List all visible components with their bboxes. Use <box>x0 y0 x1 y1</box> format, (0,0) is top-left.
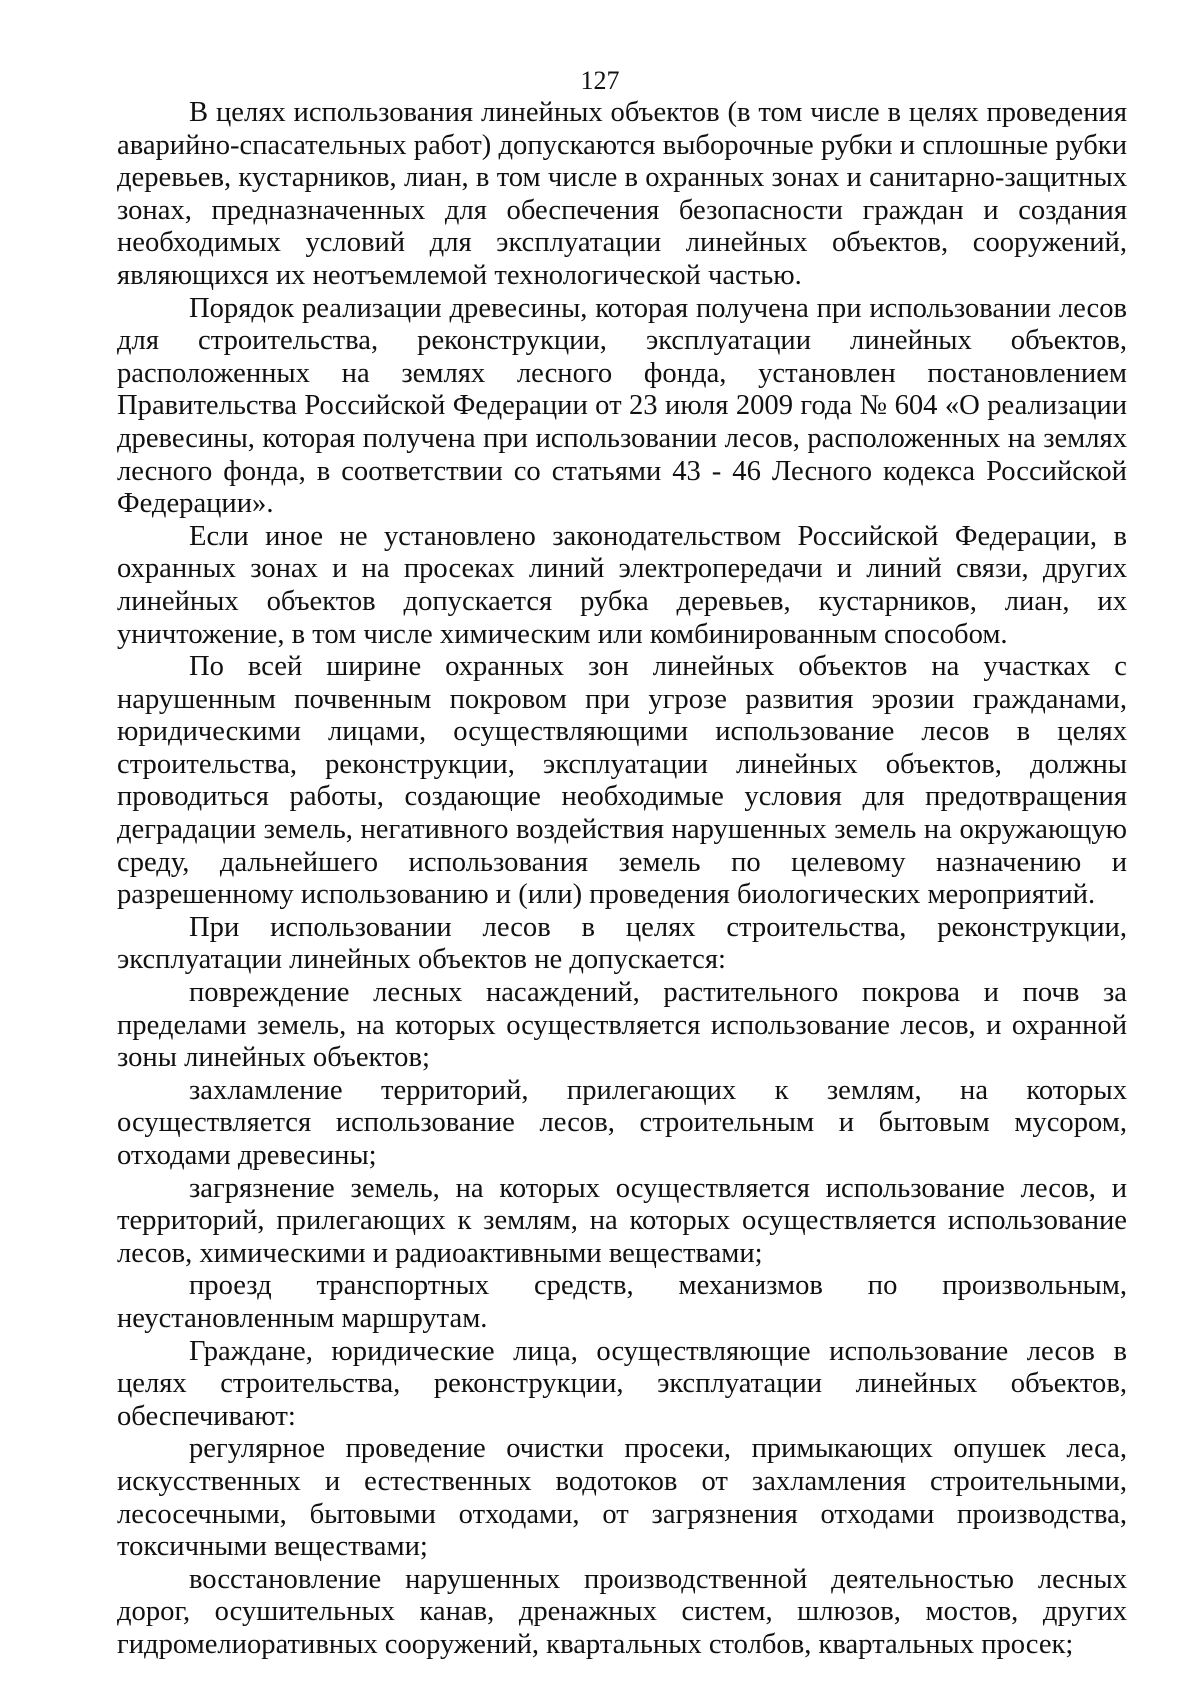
list-item-littering: захламление территорий, прилегающих к землям, на которых осуществляется использование лесов, строительным и бытовым мусором, отходами древесины; <box>117 1074 1127 1171</box>
page-number: 127 <box>580 66 620 95</box>
list-item-damage: повреждение лесных насаждений, растительного покрова и почв за пределами земель, на которых осуществляется использование лесов, и охранной зоны линейных объектов; <box>117 977 1127 1074</box>
list-item-restoration: восстановление нарушенных производственной деятельностью лесных дорог, осушительных канав, дренажных систем, шлюзов, мостов, других гидромелиоративных сооружений, квартальных столбов, квартальных просек; <box>117 1563 1127 1660</box>
paragraph-obligations-intro: Граждане, юридические лица, осуществляющие использование лесов в целях строительства, реконструкции, эксплуатации линейных объектов, обеспечивают: <box>117 1335 1127 1432</box>
list-item-vehicle-passage: проезд транспортных средств, механизмов по произвольным, неустановленным маршрутам. <box>117 1270 1127 1334</box>
document-body <box>117 97 1127 1662</box>
list-item-clearing: регулярное проведение очистки просеки, примыкающих опушек леса, искусственных и естественных водотоков от захламления строительными, лесосечными, бытовыми отходами, от загрязнения отходами производства, токсичными веществами; <box>117 1433 1127 1563</box>
paragraph-protected-zones-felling: Если иное не установлено законодательством Российской Федерации, в охранных зонах и на просеках линий электропередачи и линий связи, других линейных объектов допускается рубка деревьев, кустарников, лиан, их уничтожение, в том числе химическим или комбинированным способом. <box>117 520 1127 650</box>
paragraph-linear-objects-felling: В целях использования линейных объектов (в том числе в целях проведения аварийно-спасательных работ) допускаются выборочные рубки и сплошные рубки деревьев, кустарников, лиан, в том числе в охранных зонах и санитарно-защитных зонах, предназначенных для обеспечения безопасности граждан и создания необходимых условий для эксплуатации линейных объектов, сооружений, являющихся их неотъемлемой технологической частью. <box>117 97 1127 291</box>
list-item-pollution: загрязнение земель, на которых осуществляется использование лесов, и территорий, прилегающих к землям, на которых осуществляется использование лесов, химическими и радиоактивными веществами; <box>117 1172 1127 1269</box>
paragraph-prohibitions-intro: При использовании лесов в целях строительства, реконструкции, эксплуатации линейных объектов не допускается: <box>117 911 1127 976</box>
paragraph-timber-sale-order: Порядок реализации древесины, которая получена при использовании лесов для строительства, реконструкции, эксплуатации линейных объектов, расположенных на землях лесного фонда, установлен постановлением Правительства Российской Федерации от 23 июля 2009 года № 604 «О реализации древесины, которая получена при использовании лесов, расположенных на землях лесного фонда, в соответствии со статьями 43 - 46 Лесного кодекса Российской Федерации». <box>117 292 1127 520</box>
paragraph-erosion-works: По всей ширине охранных зон линейных объектов на участках с нарушенным почвенным покровом при угрозе развития эрозии гражданами, юридическими лицами, осуществляющими использование лесов в целях строительства, реконструкции, эксплуатации линейных объектов, должны проводиться работы, создающие необходимые условия для предотвращения деградации земель, негативного воздействия нарушенных земель на окружающую среду, дальнейшего использования земель по целевому назначению и разрешенному использованию и (или) проведения биологических мероприятий. <box>117 651 1127 911</box>
